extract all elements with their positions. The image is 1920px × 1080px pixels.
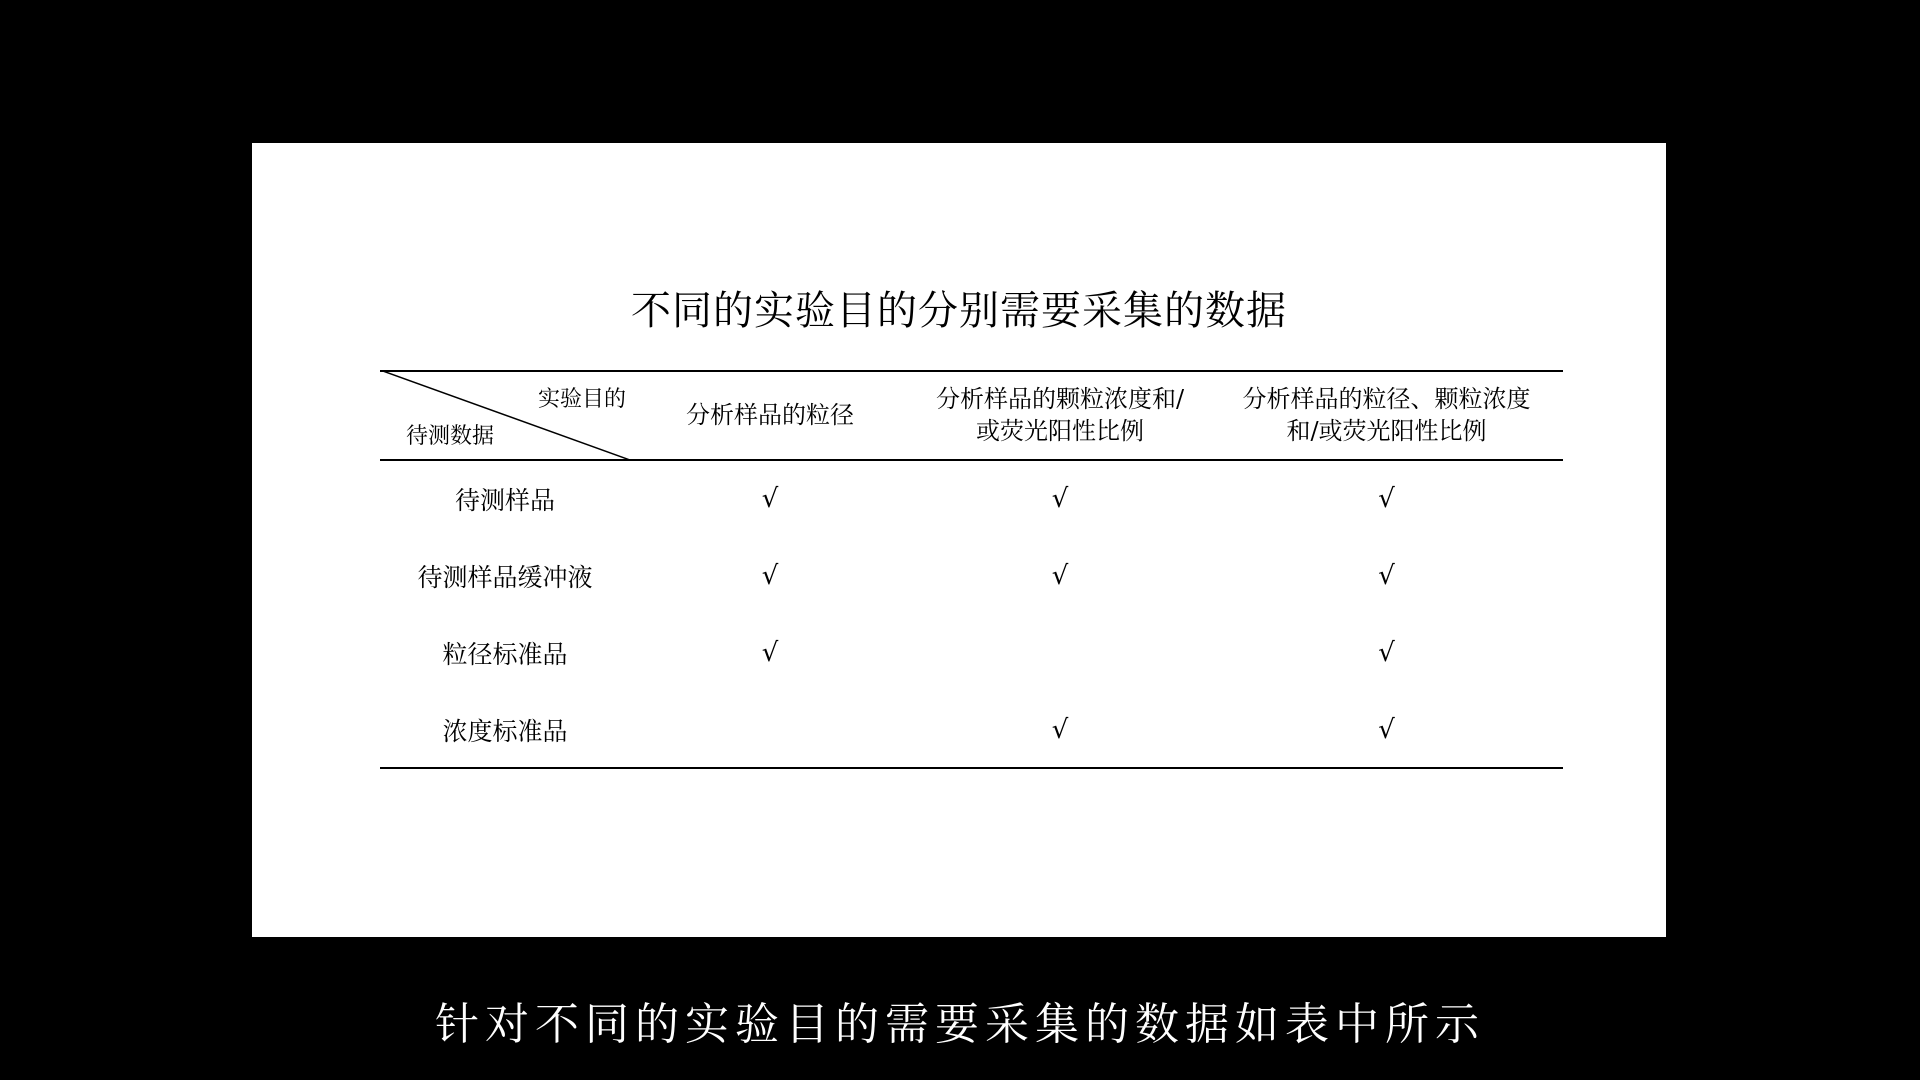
check-mark bbox=[630, 691, 910, 768]
table-row bbox=[380, 614, 1563, 691]
check-mark: √ bbox=[1378, 560, 1395, 591]
row-label: 浓度标准品 bbox=[442, 716, 568, 746]
check-mark: √ bbox=[1051, 483, 1069, 514]
row-label: 待测样品 bbox=[454, 485, 555, 515]
check-mark: √ bbox=[761, 637, 779, 668]
check-mark: √ bbox=[761, 483, 779, 514]
check-mark: √ bbox=[1051, 714, 1069, 745]
corner-header-purpose: 实验目的 bbox=[537, 387, 626, 412]
check-mark bbox=[910, 614, 1210, 691]
check-mark: √ bbox=[1051, 560, 1069, 591]
table-row bbox=[380, 691, 1563, 768]
check-mark: √ bbox=[761, 560, 779, 591]
slide bbox=[252, 143, 1666, 937]
check-mark: √ bbox=[1378, 483, 1395, 514]
corner-header-data: 待测数据 bbox=[406, 424, 495, 449]
slide-title: 不同的实验目的分别需要采集的数据 bbox=[631, 288, 1287, 334]
column-header-size-and-concentration: 分析样品的粒径、颗粒浓度 和/或荧光阳性比例 bbox=[1242, 384, 1531, 445]
table-row bbox=[380, 460, 1563, 537]
check-mark: √ bbox=[1378, 714, 1395, 745]
table-row bbox=[380, 537, 1563, 614]
column-header-particle-size: 分析样品的粒径 bbox=[686, 400, 854, 429]
row-label: 粒径标准品 bbox=[442, 639, 568, 669]
check-mark: √ bbox=[1378, 637, 1395, 668]
column-header-concentration: 分析样品的颗粒浓度和/ 或荧光阳性比例 bbox=[935, 384, 1185, 445]
row-label: 待测样品缓冲液 bbox=[417, 562, 593, 592]
video-subtitle: 针对不同的实验目的需要采集的数据如表中所示 bbox=[435, 999, 1485, 1050]
